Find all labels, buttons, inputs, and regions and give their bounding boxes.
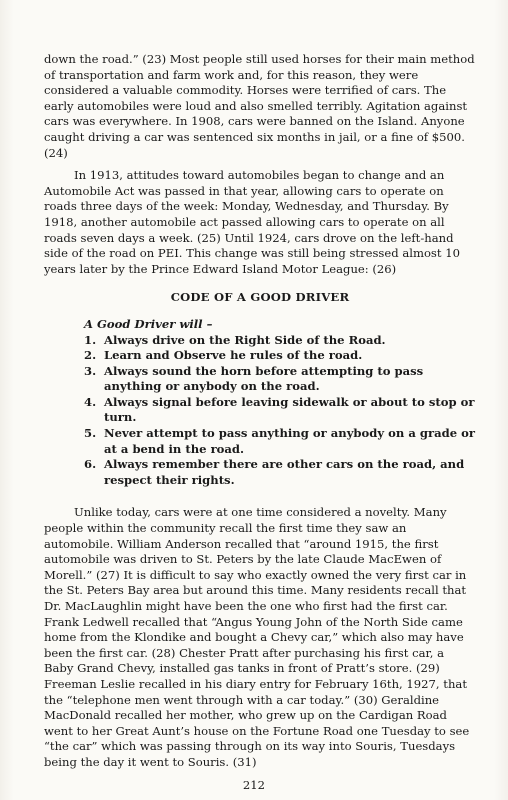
rule-number: 3. <box>84 363 97 378</box>
paragraph-automobile-act: In 1913, attitudes toward automobiles began to change and an Automobile Act was passed in that year, allowing cars to operate on roads three days of the week: Monday, Wednesday, and Thursday. By 1918, another automobile act passed allowing cars to operate on all roads seven days a week. (25) Until 1924, cars drove on the left-hand side of the road on PEI. This change was still being stressed almost 10 years later by the Prince Edward Island Motor League: (26) <box>44 168 460 276</box>
rule-text: Always sound the horn before attempting to pass anything or anybody on the road. <box>104 363 424 394</box>
rule-item <box>44 333 476 349</box>
rule-item <box>44 457 476 488</box>
rule-text: Always drive on the Right Side of the Road. <box>104 332 386 347</box>
rule-text: Learn and Observe he rules of the road. <box>104 348 363 363</box>
rule-text: Never attempt to pass anything or anybody on a grade or at a bend in the road. <box>104 426 475 456</box>
rule-item <box>44 348 476 364</box>
rule-item <box>44 364 476 395</box>
rule-text: Always remember there are other cars on the road, and respect their rights. <box>104 457 465 487</box>
rule-number: 4. <box>84 394 97 409</box>
code-intro: A Good Driver will – <box>84 316 213 331</box>
paragraph-horses: down the road.” (23) Most people still used horses for their main method of transportation and farm work and, for this reason, they were considered a valuable commodity. Horses were terrified of cars. The early automobiles were loud and also smelled terribly. Agitation against cars was everywhere. In 1908, cars were banned on the Island. Anyone caught driving a car was sentenced six months in jail, or a fine of $500. (24) <box>44 52 475 160</box>
rule-number: 1. <box>84 332 97 347</box>
rule-number: 2. <box>84 348 97 363</box>
rule-number: 6. <box>84 457 97 472</box>
rule-number: 5. <box>84 426 97 441</box>
page-body <box>44 52 476 771</box>
paragraph-first-cars: Unlike today, cars were at one time considered a novelty. Many people within the community recall the first time they saw an automobile. William Anderson recalled that “around 1915, the first automobile was driven to St. Peters by the late Claude MacEwen of Morell.” (27) It is difficult to say who exactly owned the very first car in the St. Peters Bay area but around this time. Many residents recall that Dr. MacLaughlin might have been the one who first had the first car. Frank Ledwell recalled that “Angus Young John of the North Side came home from the Klondike and bought a Chevy car,” which also may have been the first car. (28) Chester Pratt after purchasing his first car, a Baby Grand Chevy, installed gas tanks in front of Pratt’s store. (29) Freeman Leslie recalled in his diary entry for February 16th, 1927, that the “telephone men went through with a car today.” (30) Geraldine MacDonald recalled her mother, who grew up on the Cardigan Road went to her Great Aunt’s house on the Fortune Road one Tuesday to see “the car” which was passing through on its way into Souris, Tuesdays being the day it went to Souris. (31) <box>44 505 470 769</box>
rule-item <box>44 395 476 426</box>
page-number: 212 <box>242 778 266 792</box>
driver-rules-list <box>44 333 476 489</box>
rule-item <box>44 426 476 457</box>
rule-text: Always signal before leaving sidewalk or about to stop or turn. <box>104 394 475 425</box>
code-heading: CODE OF A GOOD DRIVER <box>170 290 350 305</box>
